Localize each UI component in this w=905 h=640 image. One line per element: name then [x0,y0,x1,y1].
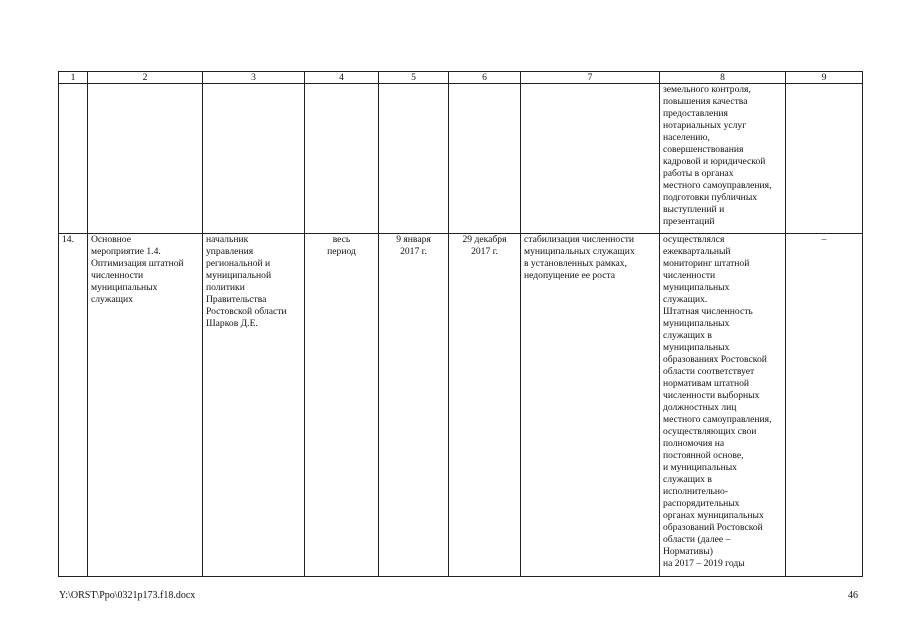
start-date: 9 января 2017 г. [396,234,431,257]
table-cell [59,234,88,577]
col-header: 1 [59,72,88,84]
table-row-14 [59,234,863,577]
table-cell [660,234,786,577]
report-table [58,71,863,577]
end-date: 29 декабря 2017 г. [462,234,507,257]
table-cell [786,234,863,577]
table-cell [660,84,786,234]
table-cell [203,84,305,234]
table-cell [521,234,660,577]
table-row-continuation [59,84,863,234]
col-header: 7 [521,72,660,84]
table-cell [59,84,88,234]
table-cell [305,234,379,577]
document-page [58,71,862,577]
table-cell [786,84,863,234]
table-cell [521,84,660,234]
col-header: 2 [88,72,203,84]
row-number: 14. [62,234,74,245]
table-cell [203,234,305,577]
col-header: 3 [203,72,305,84]
expected-result: стабилизация численности муниципальных служащих в установленных рамках, недопущение ее роста [524,234,635,281]
col-header: 8 [660,72,786,84]
col-header: 4 [305,72,379,84]
footer-file-path: Y:\ORST\Ppo\0321p173.f18.docx [59,590,196,601]
period: весь период [327,234,356,257]
table-cell [449,234,521,577]
table-cell [379,234,449,577]
table-cell [449,84,521,234]
activity-name: Основное мероприятие 1.4. Оптимизация штатной численности муниципальных служащих [91,234,184,305]
col-header: 5 [379,72,449,84]
notes: – [821,234,827,245]
actual-result: осуществлялся ежеквартальный мониторинг штатной численности муниципальных служащих. Штатная численность муниципальных служащих в муниципальных образованиях Ростовской области соответствует нормативам штатной численности выборных должностных лиц местного самоуправления, осуществляющих свои полномочия на постоянной основе, и муниципальных служащих в исполнительно- распорядительных органах муниципальных образований Ростовской области (далее – Нормативы) на 2017 – 2019 годы [663,234,772,569]
table-header-row [59,72,863,84]
page-number: 46 [848,590,858,601]
col-header: 9 [786,72,863,84]
table-cell [305,84,379,234]
col-header: 6 [449,72,521,84]
responsible-person: начальник управления региональной и муниципальной политики Правительства Ростовской области Шарков Д.Е. [206,234,287,329]
table-cell [88,234,203,577]
table-cell [88,84,203,234]
result-text-continued: земельного контроля, повышения качества предоставления нотариальных услуг населению, совершенствования кадровой и юридической работы в органах местного самоуправления, подготовки публичных выступлений и презентаций [663,84,772,227]
table-cell [379,84,449,234]
